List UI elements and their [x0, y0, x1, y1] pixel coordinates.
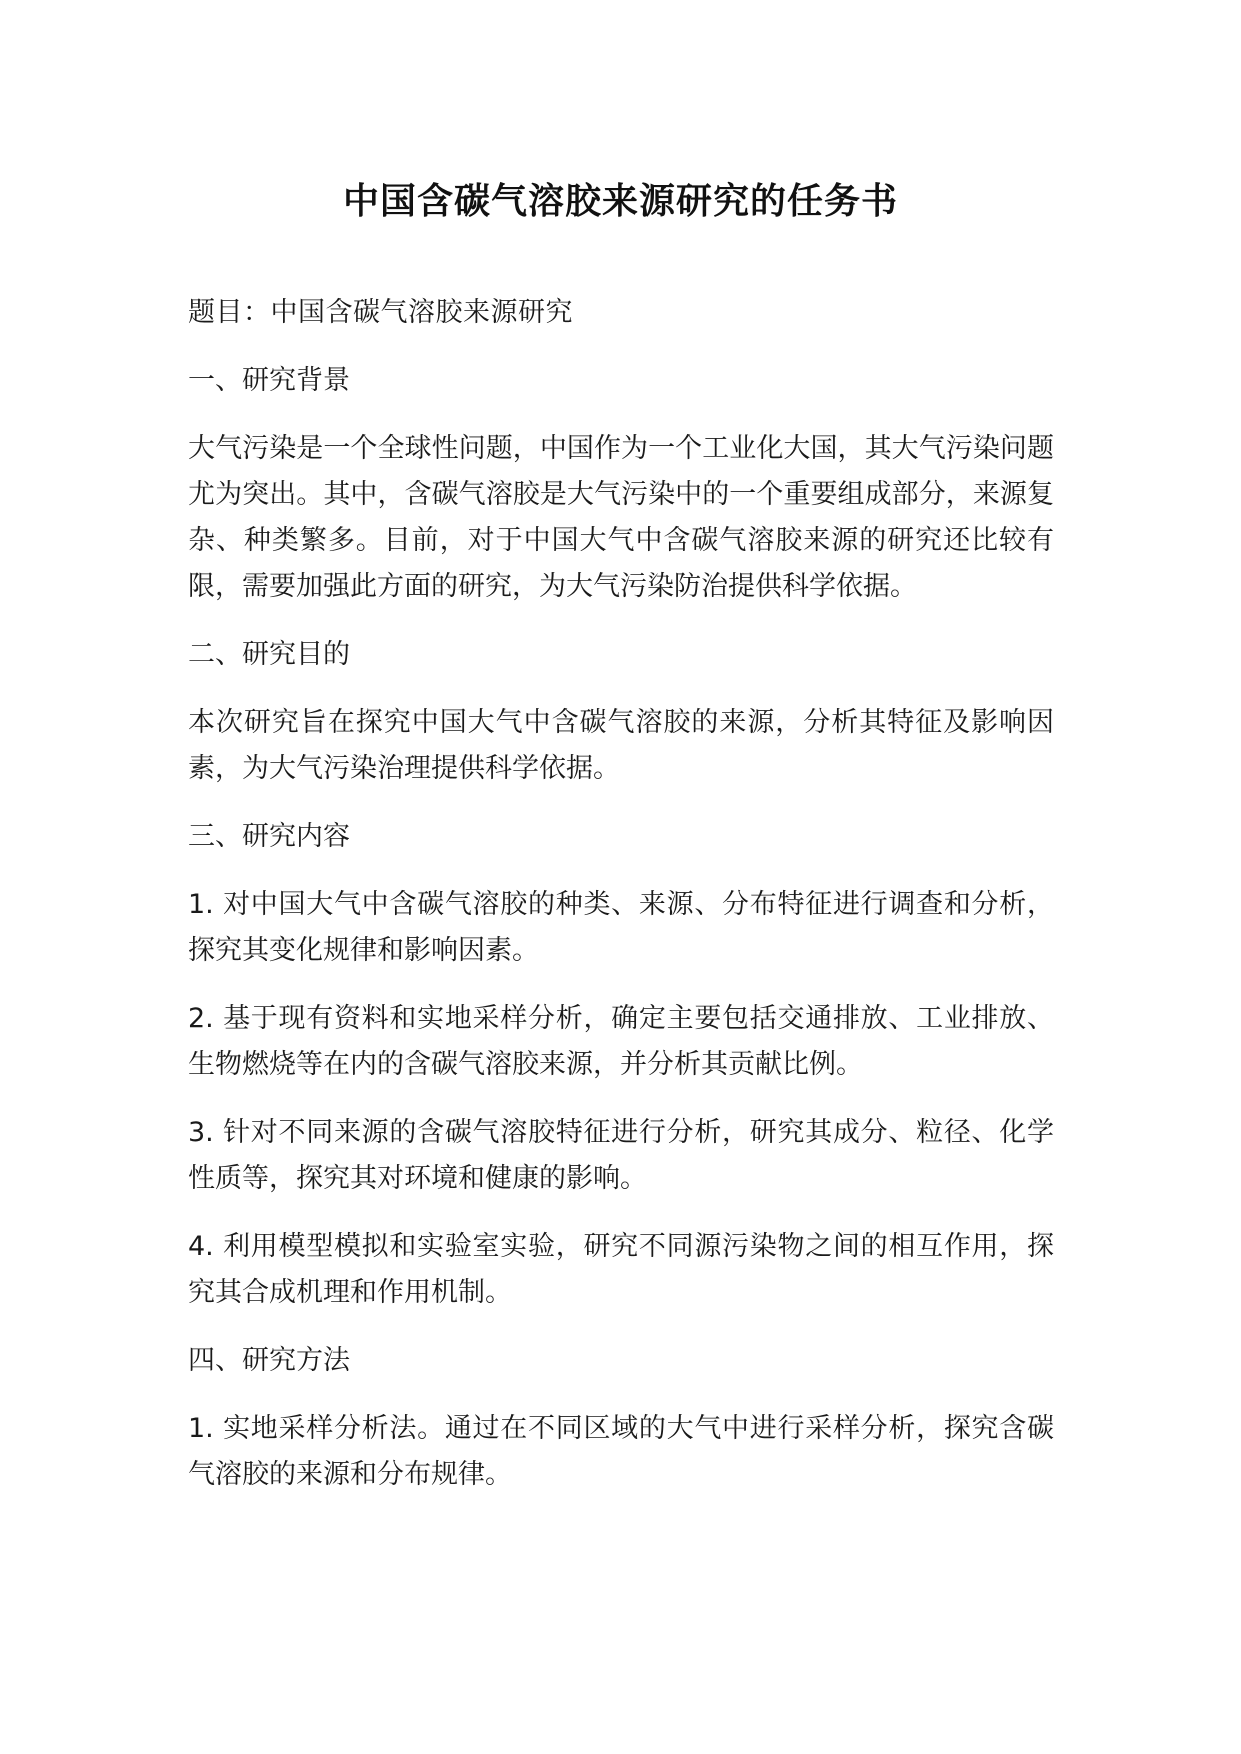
content-item-3: 3. 针对不同来源的含碳气溶胶特征进行分析，研究其成分、粒径、化学性质等，探究其对环境和健康的影响。 [188, 1117, 1054, 1194]
subject-line: 题目：中国含碳气溶胶来源研究 [188, 297, 573, 328]
content-item-1: 1. 对中国大气中含碳气溶胶的种类、来源、分布特征进行调查和分析，探究其变化规律和影响因素。 [188, 889, 1054, 966]
content-item-2: 2. 基于现有资料和实地采样分析，确定主要包括交通排放、工业排放、生物燃烧等在内的含碳气溶胶来源，并分析其贡献比例。 [188, 1003, 1054, 1080]
section-heading-methods: 四、研究方法 [188, 1345, 350, 1376]
methods-item-1: 1. 实地采样分析法。通过在不同区域的大气中进行采样分析，探究含碳气溶胶的来源和分布规律。 [188, 1413, 1054, 1490]
document-title: 中国含碳气溶胶来源研究的任务书 [342, 181, 898, 222]
purpose-paragraph: 本次研究旨在探究中国大气中含碳气溶胶的来源，分析其特征及影响因素，为大气污染治理提供科学依据。 [188, 707, 1054, 784]
content-item-4: 4. 利用模型模拟和实验室实验，研究不同源污染物之间的相互作用，探究其合成机理和作用机制。 [188, 1231, 1054, 1308]
background-paragraph: 大气污染是一个全球性问题，中国作为一个工业化大国，其大气污染问题尤为突出。其中，含碳气溶胶是大气污染中的一个重要组成部分，来源复杂、种类繁多。目前，对于中国大气中含碳气溶胶来源的研究还比较有限，需要加强此方面的研究，为大气污染防治提供科学依据。 [188, 433, 1054, 602]
section-heading-background: 一、研究背景 [188, 365, 350, 396]
section-heading-content: 三、研究内容 [188, 821, 350, 852]
document-body [188, 290, 1054, 1520]
section-heading-purpose: 二、研究目的 [188, 639, 350, 670]
